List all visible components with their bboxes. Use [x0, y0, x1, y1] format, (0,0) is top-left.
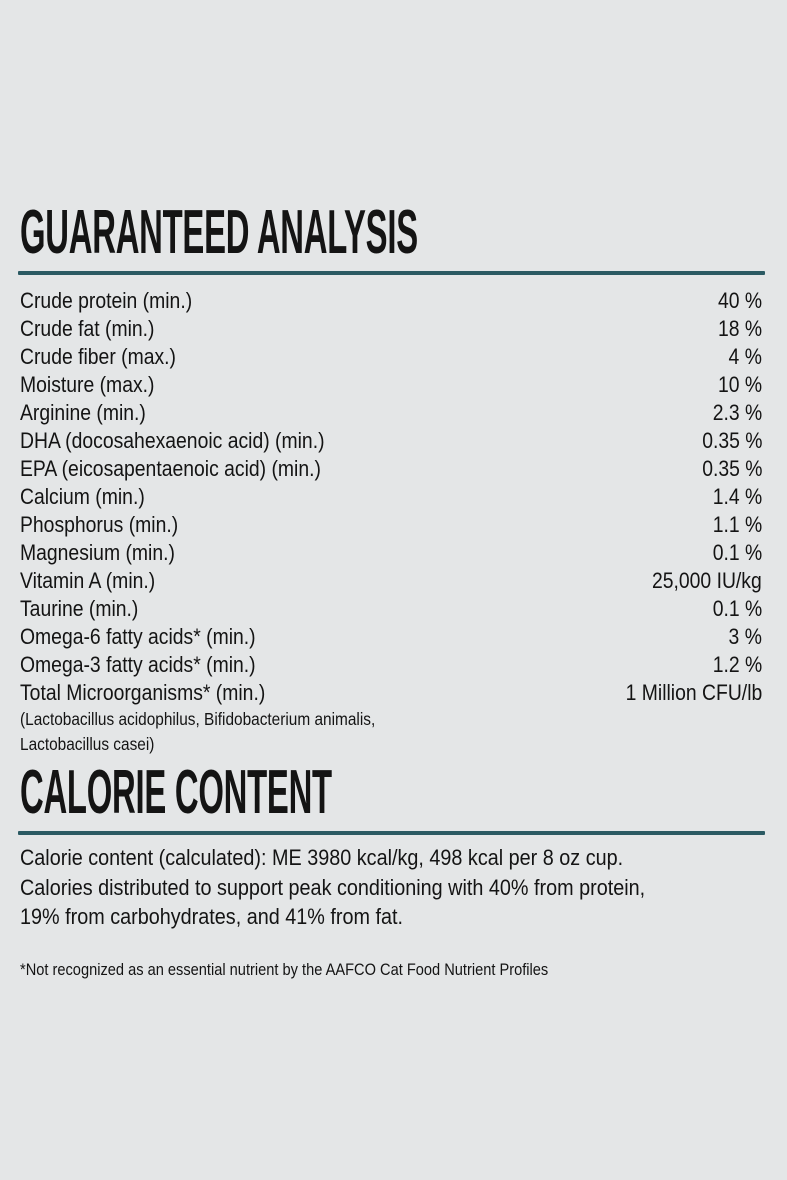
nutrient-row — [20, 315, 762, 343]
nutrient-value: 1 Million CFU/lb — [625, 680, 762, 705]
nutrient-row — [20, 567, 762, 595]
nutrient-label: Magnesium (min.) — [20, 540, 175, 565]
calorie-content-paragraph — [20, 843, 730, 932]
nutrient-row — [20, 455, 762, 483]
nutrient-value: 3 % — [728, 624, 762, 649]
note-line: Lactobacillus casei) — [20, 734, 155, 754]
nutrient-label: Vitamin A (min.) — [20, 568, 156, 593]
nutrient-rows — [20, 287, 762, 707]
nutrient-label: EPA (eicosapentaenoic acid) (min.) — [20, 456, 321, 481]
nutrient-row — [20, 343, 762, 371]
guaranteed-analysis-divider — [18, 271, 765, 275]
nutrient-label: Taurine (min.) — [20, 596, 139, 621]
nutrient-row — [20, 427, 762, 455]
nutrient-label: Crude protein (min.) — [20, 288, 193, 313]
nutrient-row — [20, 679, 762, 707]
note-line: (Lactobacillus acidophilus, Bifidobacterium animalis, — [20, 709, 376, 729]
nutrient-label: Calcium (min.) — [20, 484, 145, 509]
nutrient-value: 0.1 % — [712, 596, 762, 621]
microorganisms-species-note — [20, 707, 424, 757]
nutrient-value: 0.1 % — [712, 540, 762, 565]
nutrient-label: Phosphorus (min.) — [20, 512, 179, 537]
nutrient-label: Moisture (max.) — [20, 372, 155, 397]
nutrient-value: 0.35 % — [701, 456, 762, 481]
nutrient-row — [20, 287, 762, 315]
nutrient-value: 1.4 % — [712, 484, 762, 509]
nutrient-value: 10 % — [717, 372, 762, 397]
nutrient-label: Omega-6 fatty acids* (min.) — [20, 624, 256, 649]
nutrient-row — [20, 623, 762, 651]
aafco-footnote: *Not recognized as an essential nutrient by the AAFCO Cat Food Nutrient Profiles — [20, 960, 549, 979]
calorie-line: Calories distributed to support peak conditioning with 40% from protein, — [20, 874, 646, 900]
nutrient-value: 2.3 % — [712, 400, 762, 425]
calorie-line: Calorie content (calculated): ME 3980 kcal/kg, 498 kcal per 8 oz cup. — [20, 845, 624, 870]
nutrient-row — [20, 511, 762, 539]
calorie-content-title: CALORIE CONTENT — [20, 758, 332, 827]
nutrient-value: 40 % — [717, 288, 762, 313]
nutrient-value: 18 % — [717, 316, 762, 341]
nutrient-value: 0.35 % — [701, 428, 762, 453]
nutrient-value: 25,000 IU/kg — [652, 568, 762, 593]
nutrient-row — [20, 651, 762, 679]
nutrient-label: Total Microorganisms* (min.) — [20, 680, 266, 705]
nutrient-row — [20, 595, 762, 623]
calorie-content-divider — [18, 831, 765, 835]
nutrient-label: DHA (docosahexaenoic acid) (min.) — [20, 428, 325, 453]
nutrient-label: Omega-3 fatty acids* (min.) — [20, 652, 256, 677]
nutrient-row — [20, 483, 762, 511]
nutrient-label: Arginine (min.) — [20, 400, 146, 425]
nutrient-value: 1.2 % — [712, 652, 762, 677]
guaranteed-analysis-title: GUARANTEED ANALYSIS — [20, 198, 418, 267]
calorie-line: 19% from carbohydrates, and 41% from fat. — [20, 904, 403, 929]
nutrient-label: Crude fat (min.) — [20, 316, 155, 341]
nutrient-row — [20, 539, 762, 567]
nutrient-value: 1.1 % — [712, 512, 762, 537]
nutrient-row — [20, 371, 762, 399]
nutrient-value: 4 % — [728, 344, 762, 369]
nutrient-label: Crude fiber (max.) — [20, 344, 177, 369]
nutrient-row — [20, 399, 762, 427]
